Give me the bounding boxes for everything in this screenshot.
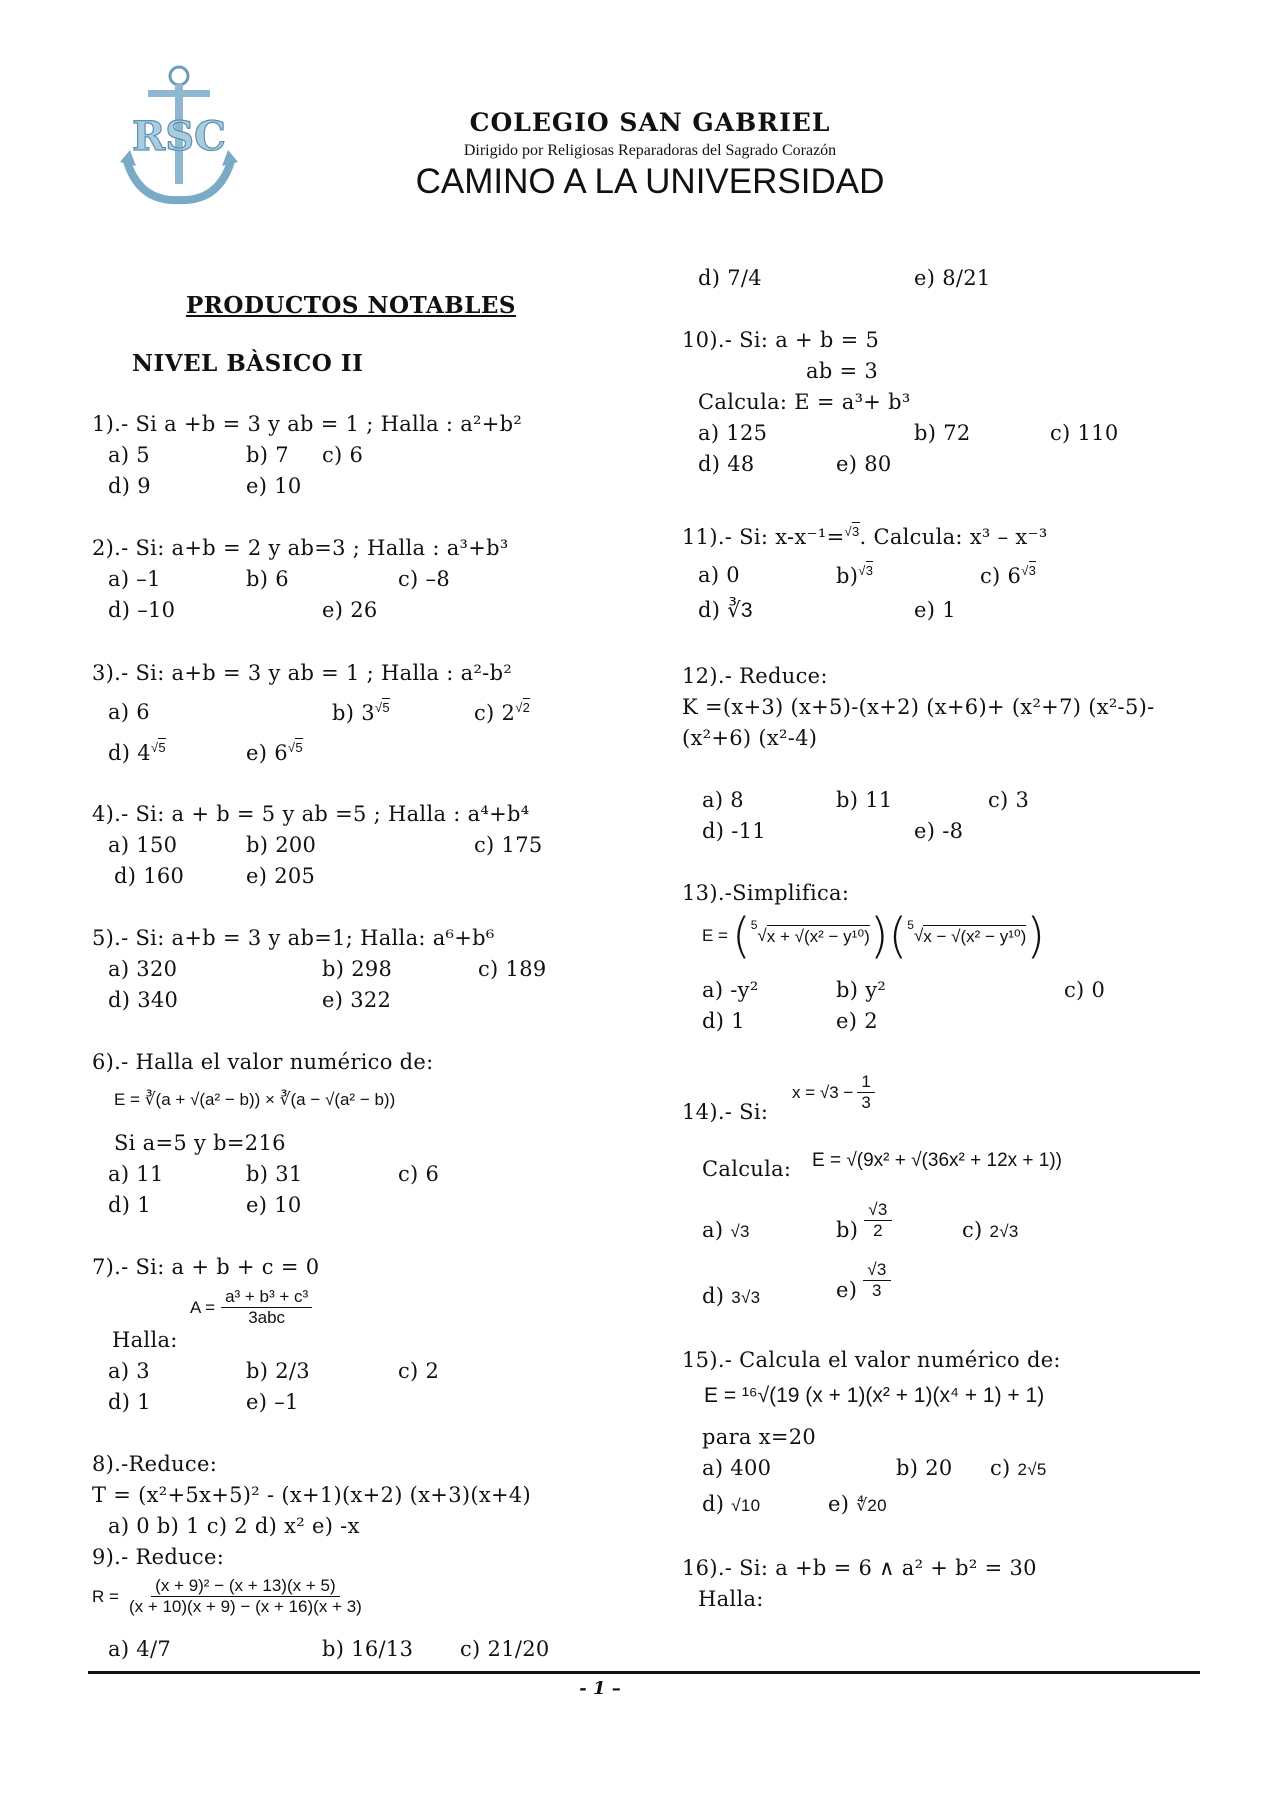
q4-option-a: a) 150 [108,833,178,857]
q13-option-e: e) 2 [836,1009,878,1033]
question-2: 2).- Si: a+b = 2 y ab=3 ; Halla : a³+b³ [92,536,509,560]
q2-option-a: a) –1 [108,567,161,591]
q2-option-e: e) 26 [322,598,378,622]
q9-option-b: b) 16/13 [322,1637,414,1661]
q14-x-definition: x = √3 − $\frac{1}{3}$ [792,1072,875,1113]
q1-option-b: b) 7 [246,443,289,467]
school-name [0,108,1280,137]
page-number: - 1 – [579,1678,621,1699]
q6-option-d: d) 1 [108,1193,151,1217]
q6-option-a: a) 11 [108,1162,164,1186]
q8-options: a) 0 b) 1 c) 2 d) x² e) -x [108,1514,360,1538]
q4-option-c: c) 175 [474,833,543,857]
q14-option-b: b) $\frac{√3}{2}$ [836,1198,892,1242]
question-1: 1).- Si a +b = 3 y ab = 1 ; Halla : a²+b² [92,412,523,436]
question-15: 15).- Calcula el valor numérico de: [682,1348,1061,1372]
q14-option-e: e) $\frac{√3}{3}$ [836,1258,891,1302]
q13-option-d: d) 1 [702,1009,745,1033]
q11-option-b: b)$^{√3}$ [836,563,874,588]
question-7: 7).- Si: a + b + c = 0 [92,1255,320,1279]
q11-option-e: e) 1 [914,598,956,622]
question-4: 4).- Si: a + b = 5 y ab =5 ; Halla : a⁴+b⁴ [92,802,530,826]
footer-rule [88,1671,1200,1674]
q8-expression: T = (x²+5x+5)² - (x+1)(x+2) (x+3)(x+4) [92,1483,532,1507]
q7-option-c: c) 2 [398,1359,440,1383]
q1-option-c: c) 6 [322,443,364,467]
q16-halla: Halla: [698,1587,764,1611]
q12-option-c: c) 3 [988,788,1030,812]
q3-option-c: c) $2^{√2}$ [474,700,531,725]
question-8: 8).-Reduce: [92,1452,218,1476]
q2-option-d: d) –10 [108,598,176,622]
q3-option-a: a) 6 [108,700,150,724]
q15-option-c: c) 2√5 [990,1456,1047,1480]
q14-option-c: c) 2√3 [962,1218,1019,1242]
q9-formula: R = $\frac{\text{(x + 9)² − (x + 13)(x + 5)}}{(x + 10)(x + 9) - (x + 16)(x + 3)}$ [92,1576,362,1616]
q9-option-d: d) 7/4 [698,266,762,290]
q10-option-a: a) 125 [698,421,768,445]
question-11: 11).- Si: x-x⁻¹=$^{√3}$. Calcula: x³ – x⁻³ [682,524,1048,549]
q6-option-e: e) 10 [246,1193,302,1217]
q4-option-b: b) 200 [246,833,317,857]
q6-option-c: c) 6 [398,1162,440,1186]
motto: CAMINO A LA UNIVERSIDAD [415,162,885,201]
q15-formula: E = ¹⁶√(19 (x + 1)(x² + 1)(x⁴ + 1) + 1) [704,1384,1045,1407]
q13-option-c: c) 0 [1064,978,1106,1002]
q11-option-a: a) 0 [698,563,740,587]
q11-option-c: c) $6^{√3}$ [980,563,1037,588]
q6-option-b: b) 31 [246,1162,303,1186]
q7-option-d: d) 1 [108,1390,151,1414]
q3-option-d: d) $4^{√5}$ [108,740,166,765]
q3-option-e: e) $6^{√5}$ [246,740,303,765]
q15-option-e: e) ∜20 [828,1492,887,1516]
q12-expression-line1: K =(x+3) (x+5)-(x+2) (x+6)+ (x²+7) (x²-5)- [682,695,1155,719]
q10-calcula: Calcula: E = a³+ b³ [698,390,911,414]
q14-expression: E = √(9x² + √(36x² + 12x + 1)) [812,1150,1063,1171]
q9-option-c: c) 21/20 [460,1637,550,1661]
q5-option-e: e) 322 [322,988,392,1012]
question-6: 6).- Halla el valor numérico de: [92,1050,434,1074]
q12-option-d: d) -11 [702,819,766,843]
school-name-text: COLEGIO SAN GABRIEL [469,108,831,137]
q7-option-e: e) –1 [246,1390,299,1414]
q12-option-b: b) 11 [836,788,893,812]
q5-option-a: a) 320 [108,957,178,981]
question-10: 10).- Si: a + b = 5 [682,328,880,352]
q1-option-e: e) 10 [246,474,302,498]
q10-option-b: b) 72 [914,421,971,445]
q12-option-e: e) -8 [914,819,964,843]
q14-calcula: Calcula: [702,1157,792,1181]
q11-option-d: d) ∛3 [698,598,753,622]
question-16: 16).- Si: a +b = 6 ∧ a² + b² = 30 [682,1556,1037,1580]
q15-option-a: a) 400 [702,1456,772,1480]
q12-expression-line2: (x²+6) (x²-4) [682,726,818,750]
q6-condition: Si a=5 y b=216 [114,1131,286,1155]
q3-option-b: b) $3^{√5}$ [332,700,390,725]
q5-option-b: b) 298 [322,957,393,981]
q2-option-c: c) –8 [398,567,450,591]
q15-option-b: b) 20 [896,1456,953,1480]
question-5: 5).- Si: a+b = 3 y ab=1; Halla: a⁶+b⁶ [92,926,495,950]
q13-formula: E = ( $^5$ √ x + √(x² − y¹⁰) )( $^5$ √ x − √(x² − y¹⁰) ) [702,908,1046,964]
q4-option-e: e) 205 [246,864,316,888]
logo-lettering: RSC [132,113,226,160]
q12-option-a: a) 8 [702,788,744,812]
q10-option-c: c) 110 [1050,421,1119,445]
q9-option-a: a) 4/7 [108,1637,171,1661]
q13-option-b: b) y² [836,978,887,1002]
q9-option-e: e) 8/21 [914,266,991,290]
q10-option-d: d) 48 [698,452,755,476]
question-14: 14).- Si: [682,1100,769,1124]
q7-option-b: b) 2/3 [246,1359,310,1383]
q10-option-e: e) 80 [836,452,892,476]
question-12: 12).- Reduce: [682,664,828,688]
q7-formula: A = $\frac{\text{a³ + b³ + c³}}{\text{3abc}}$ [190,1287,312,1328]
question-3: 3).- Si: a+b = 3 y ab = 1 ; Halla : a²-b² [92,661,513,685]
q2-option-b: b) 6 [246,567,289,591]
page-title: PRODUCTOS NOTABLES [186,292,517,319]
q5-option-d: d) 340 [108,988,179,1012]
level-heading: NIVEL BÀSICO II [132,350,364,377]
question-13: 13).-Simplifica: [682,881,850,905]
q14-option-d: d) 3√3 [702,1284,761,1308]
q13-option-a: a) -y² [702,978,759,1002]
q15-option-d: d) √10 [702,1492,761,1516]
school-subtitle: Dirigido por Religiosas Reparadoras del Sagrado Corazón [463,142,837,159]
q15-para: para x=20 [702,1425,817,1449]
question-9: 9).- Reduce: [92,1545,225,1569]
q6-formula: E = ∛(a + √(a² − b)) × ∛(a − √(a² − b)) [114,1090,396,1109]
q1-option-d: d) 9 [108,474,151,498]
q14-option-a: a) √3 [702,1218,750,1242]
q5-option-c: c) 189 [478,957,547,981]
q7-option-a: a) 3 [108,1359,150,1383]
q7-halla: Halla: [112,1328,178,1352]
q1-option-a: a) 5 [108,443,150,467]
q4-option-d: d) 160 [114,864,185,888]
q10-condition-2: ab = 3 [806,359,879,383]
